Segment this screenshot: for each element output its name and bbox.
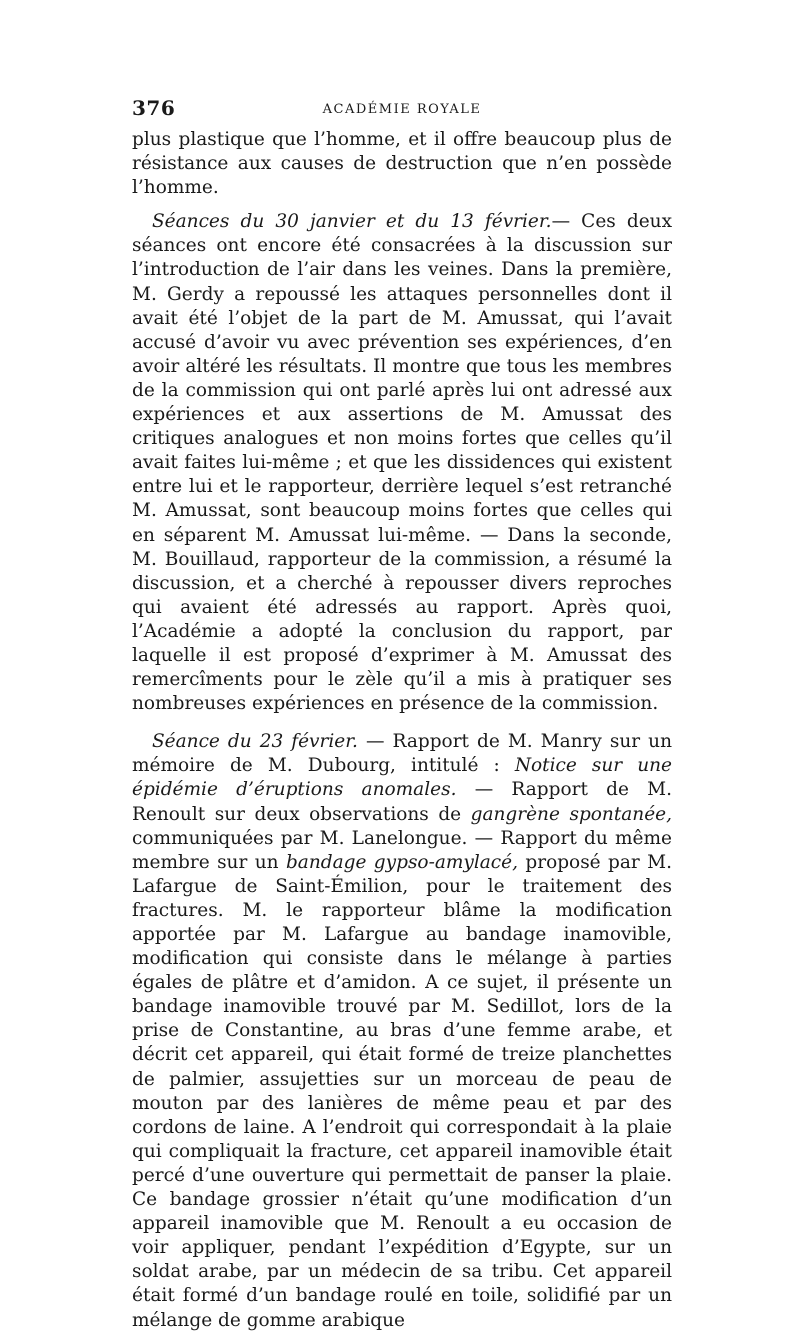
italic-term-bandage: bandage gypso-amylacé, [285,851,518,873]
paragraph-seances-30-janvier-13-fevrier [132,210,672,716]
paragraph-text: — Rapport de M. Renoult sur deux observations de [132,779,673,825]
running-head [132,96,672,124]
paragraph-seance-23-fevrier [132,730,672,1332]
paragraph-text: — Ces deux séances ont encore été consacrées à la discussion sur l’introduction de l’air dans les veines. Dans la première, M. Gerdy a repoussé les attaques personnelles dont il avait été l’objet de la part de M. Amussat, qui l’avait accusé d’avoir vu avec prévention ses expériences, d’en avoir altéré les résultats. Il montre que tous les membres de la commission qui ont parlé après lui ont adressé aux expériences et aux assertions de M. Amussat des critiques analogues et non moins fortes que celles qu’il avait faites lui-même ; et que les dissidences qui existent entre lui et le rapporteur, derrière lequel s’est retranché M. Amussat, sont beaucoup moins fortes que celles qui en séparent M. Amussat lui-même. — Dans la seconde, M. Bouillaud, rapporteur de la commission, a résumé la discussion, et a cherché à repousser divers reproches qui avaient été adressés au rapport. Après quoi, l’Académie a adopté la conclusion du rapport, par laquelle il est proposé d’exprimer à M. Amussat des remercîments pour le zèle qu’il a mis à pratiquer ses nombreuses expériences en présence de la commission. [132,211,673,715]
section-heading-seances-30-janvier: Séances du 30 janvier et du 13 février. [152,211,552,233]
section-heading-seance-23-fevrier: Séance du 23 février. [152,731,358,753]
paragraph-text: communiquées par M. Lanelongue. — Rapport du même membre sur un [132,827,672,873]
paragraph-text: proposé par M. Lafargue de Saint-Émilion, pour le traitement des fractures. M. le rapporteur blâme la modification apportée par M. Lafargue au bandage inamovible, modification qui consiste dans le mélange à parties égales de plâtre et d’amidon. A ce sujet, il présente un bandage inamovible trouvé par M. Sedillot, lors de la prise de Constantine, au bras d’une femme arabe, et décrit cet appareil, qui était formé de treize planchettes de palmier, assujetties sur un morceau de peau de mouton par des lanières de même peau et par des cordons de laine. A l’endroit qui correspondait à la plaie qui compliquait la fracture, cet appareil inamovible était percé d’une ouverture qui permettait de panser la plaie. Ce bandage grossier n’était qu’une modification d’un appareil inamovible que M. Renoult a eu occasion de voir appliquer, pendant l’expédition d’Egypte, sur un soldat arabe, par un médecin de sa tribu. Cet appareil était formé d’un bandage roulé en toile, solidifié par un mélange de gomme arabique [132,851,672,1331]
italic-title-notice: Notice sur une épidémie d’éruptions anomales. [132,755,672,801]
italic-term-gangrene: gangrène spontanée, [470,803,672,825]
page-number: 376 [132,96,176,120]
book-page [132,96,672,1333]
running-title: ACADÉMIE ROYALE [322,102,482,117]
paragraph-continuation: plus plastique que l’homme, et il offre beaucoup plus de résistance aux causes de destruction que n’en possède l’homme. [132,129,672,199]
paragraph-text: — Rapport de M. Manry sur un mémoire de M. Dubourg, intitulé : [132,731,672,777]
